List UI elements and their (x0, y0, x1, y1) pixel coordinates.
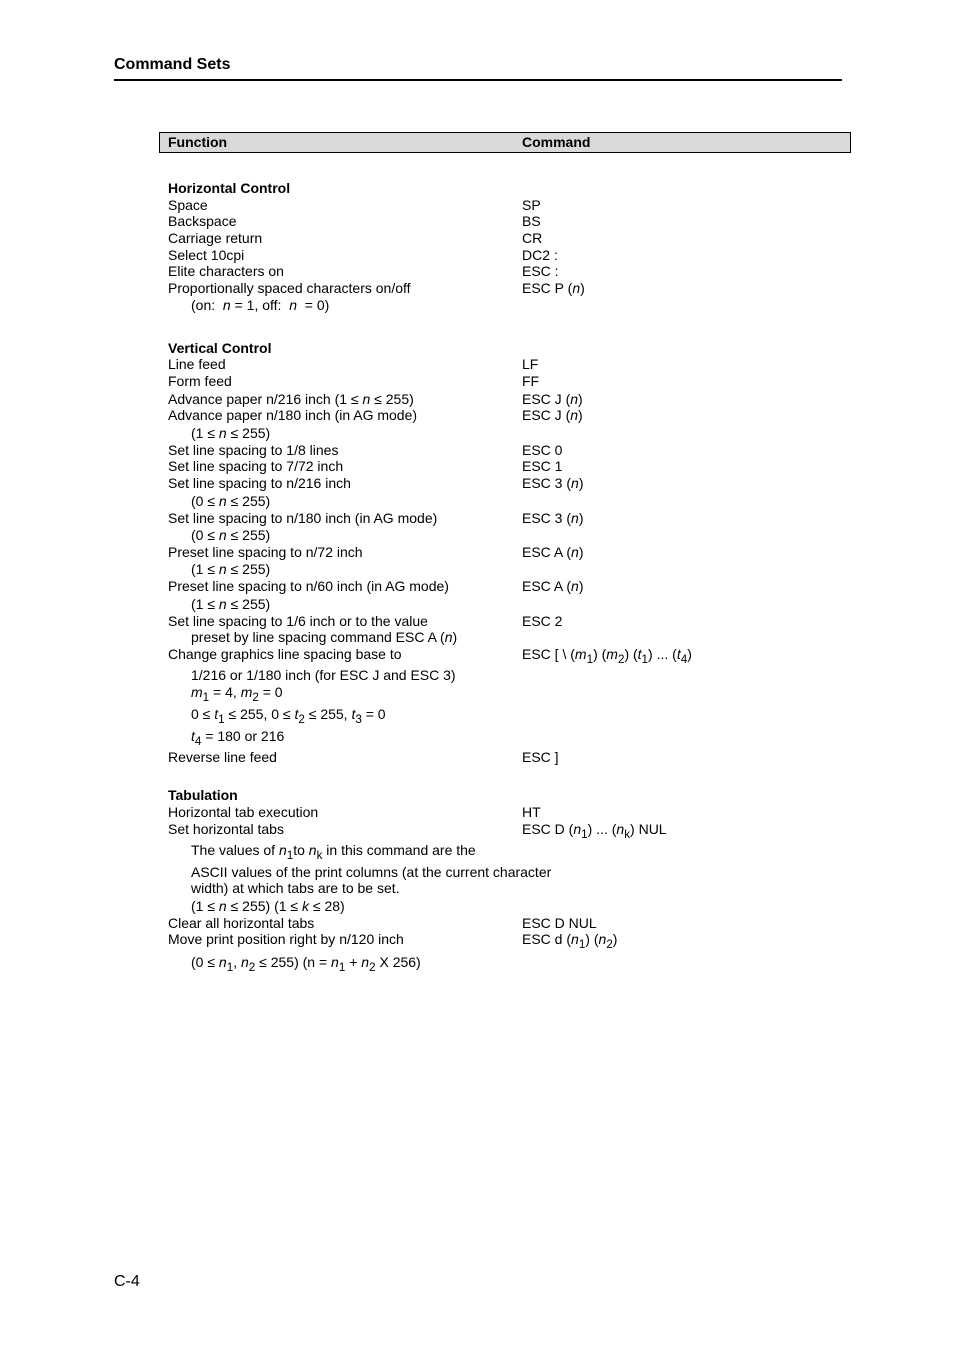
command-text: CR (522, 230, 543, 246)
function-text: Horizontal tab execution (168, 804, 319, 820)
table-header (159, 132, 851, 153)
function-text: (on: n = 1, off: n = 0) (191, 297, 330, 313)
command-text: ESC : (522, 263, 559, 279)
column-header-function: Function (168, 134, 228, 150)
table-row (168, 577, 848, 595)
function-text: Preset line spacing to n/60 inch (in AG mode) (168, 578, 449, 594)
command-text: ESC J (n) (522, 391, 583, 407)
function-note (168, 897, 848, 915)
section-title: Tabulation (168, 787, 238, 803)
function-text: Proportionally spaced characters on/off (168, 280, 411, 296)
function-text: The values of $n_1to$ $n_k$ in this command are the (191, 842, 476, 862)
table-row (168, 229, 848, 247)
function-text: Backspace (168, 213, 237, 229)
page-number: C-4 (114, 1273, 140, 1290)
table-row (168, 748, 848, 766)
function-text: preset by line spacing command ESC A (n) (191, 629, 458, 645)
command-text: ESC A (n) (522, 578, 584, 594)
command-text: ESC ] (522, 749, 559, 765)
function-text: width) at which tabs are to be set. (191, 880, 400, 896)
command-text: BS (522, 213, 541, 229)
function-text: Advance paper n/216 inch (1 ≤ n ≤ 255) (168, 391, 414, 407)
section-title: Horizontal Control (168, 180, 291, 196)
function-text: (1 ≤ n ≤ 255) (191, 425, 271, 441)
command-text: ESC A (n) (522, 544, 584, 560)
function-note (168, 424, 848, 442)
function-note (168, 879, 848, 897)
command-text: ESC [ \ $(m_1)$ $(m_2)$ $(t_1)$ ... $(t_4)$ (522, 646, 692, 666)
function-note (168, 560, 848, 578)
function-text: Preset line spacing to n/72 inch (168, 544, 363, 560)
function-note (168, 595, 848, 613)
function-note (168, 526, 848, 544)
function-text: Move print position right by n/120 inch (168, 931, 404, 947)
function-text: 1/216 or 1/180 inch (for ESC J and ESC 3) (191, 667, 456, 683)
command-text: ESC 0 (522, 442, 563, 458)
header-rule (114, 79, 842, 81)
command-text: ESC 1 (522, 458, 563, 474)
section-heading (168, 179, 848, 197)
page-header-title: Command Sets (114, 56, 231, 73)
command-text: ESC D NUL (522, 915, 597, 931)
function-text: Clear all horizontal tabs (168, 915, 315, 931)
function-text: Set line spacing to n/180 inch (in AG mode) (168, 510, 438, 526)
function-text: (1 ≤ n ≤ 255) (191, 596, 271, 612)
function-note (168, 666, 848, 684)
function-text: $0 \le t_1 \le 255$, $0 \le t_2 \le 255$, $t_3 = 0$ (191, 706, 386, 726)
command-text: ESC 3 (n) (522, 510, 584, 526)
function-text: ($0 \le n_1$, $n_2 \le 255$) ($n = n_1 + n_2$ X 256) (191, 954, 421, 974)
function-note (168, 683, 848, 704)
table-row (168, 372, 848, 390)
function-text: Select 10cpi (168, 247, 245, 263)
function-text: Form feed (168, 373, 232, 389)
function-text: (1 ≤ n ≤ 255) (1 ≤ k ≤ 28) (191, 898, 345, 914)
table-row (168, 474, 848, 492)
section-title: Vertical Control (168, 340, 272, 356)
table-row (168, 820, 848, 841)
function-text: Advance paper n/180 inch (in AG mode) (168, 407, 418, 423)
command-text: ESC P (n) (522, 280, 585, 296)
function-text: (0 ≤ n ≤ 255) (191, 493, 271, 509)
function-text: Set line spacing to 1/8 lines (168, 442, 339, 458)
command-text: ESC 2 (522, 613, 563, 629)
function-text: $m_1 = 4$, $m_2 = 0$ (191, 684, 283, 704)
command-text: FF (522, 373, 540, 389)
table-row (168, 262, 848, 280)
function-text: Set line spacing to 7/72 inch (168, 458, 344, 474)
command-text: ESC d $(n_1)$ $(n_2)$ (522, 931, 618, 951)
function-text: Carriage return (168, 230, 263, 246)
function-note (168, 492, 848, 510)
function-text: Reverse line feed (168, 749, 277, 765)
table-row (168, 457, 848, 475)
function-text: Line feed (168, 356, 226, 372)
function-note (168, 705, 848, 726)
function-note (168, 727, 848, 748)
function-text: Change graphics line spacing base to (168, 646, 402, 662)
function-note (168, 841, 848, 862)
function-note (168, 953, 848, 974)
table-row (168, 803, 848, 821)
function-text: Set horizontal tabs (168, 821, 284, 837)
function-text: (0 ≤ n ≤ 255) (191, 527, 271, 543)
table-row (168, 279, 848, 297)
command-text: SP (522, 197, 541, 213)
function-text: ASCII values of the print columns (at the current character (191, 864, 552, 880)
function-text: Elite characters on (168, 263, 284, 279)
function-note (168, 628, 848, 646)
table-row (168, 406, 848, 424)
section-heading (168, 786, 848, 804)
table-row (168, 645, 848, 666)
command-text: DC2 : (522, 247, 558, 263)
function-text: Set line spacing to n/216 inch (168, 475, 351, 491)
function-text: Set line spacing to 1/6 inch or to the value (168, 613, 428, 629)
column-header-command: Command (522, 134, 591, 150)
table-row (168, 212, 848, 230)
table-row (168, 355, 848, 373)
command-text: HT (522, 804, 541, 820)
function-text: $t_4 = 180$ or 216 (191, 728, 285, 748)
command-text: ESC 3 (n) (522, 475, 584, 491)
command-text: ESC J (n) (522, 407, 583, 423)
table-row (168, 509, 848, 527)
command-text: ESC D $(n_1)$ ... $(n_k)$ NUL (522, 821, 667, 841)
command-text: LF (522, 356, 539, 372)
function-note (168, 296, 848, 314)
table-row (168, 930, 848, 951)
function-text: Space (168, 197, 208, 213)
table-row (168, 543, 848, 561)
function-text: (1 ≤ n ≤ 255) (191, 561, 271, 577)
